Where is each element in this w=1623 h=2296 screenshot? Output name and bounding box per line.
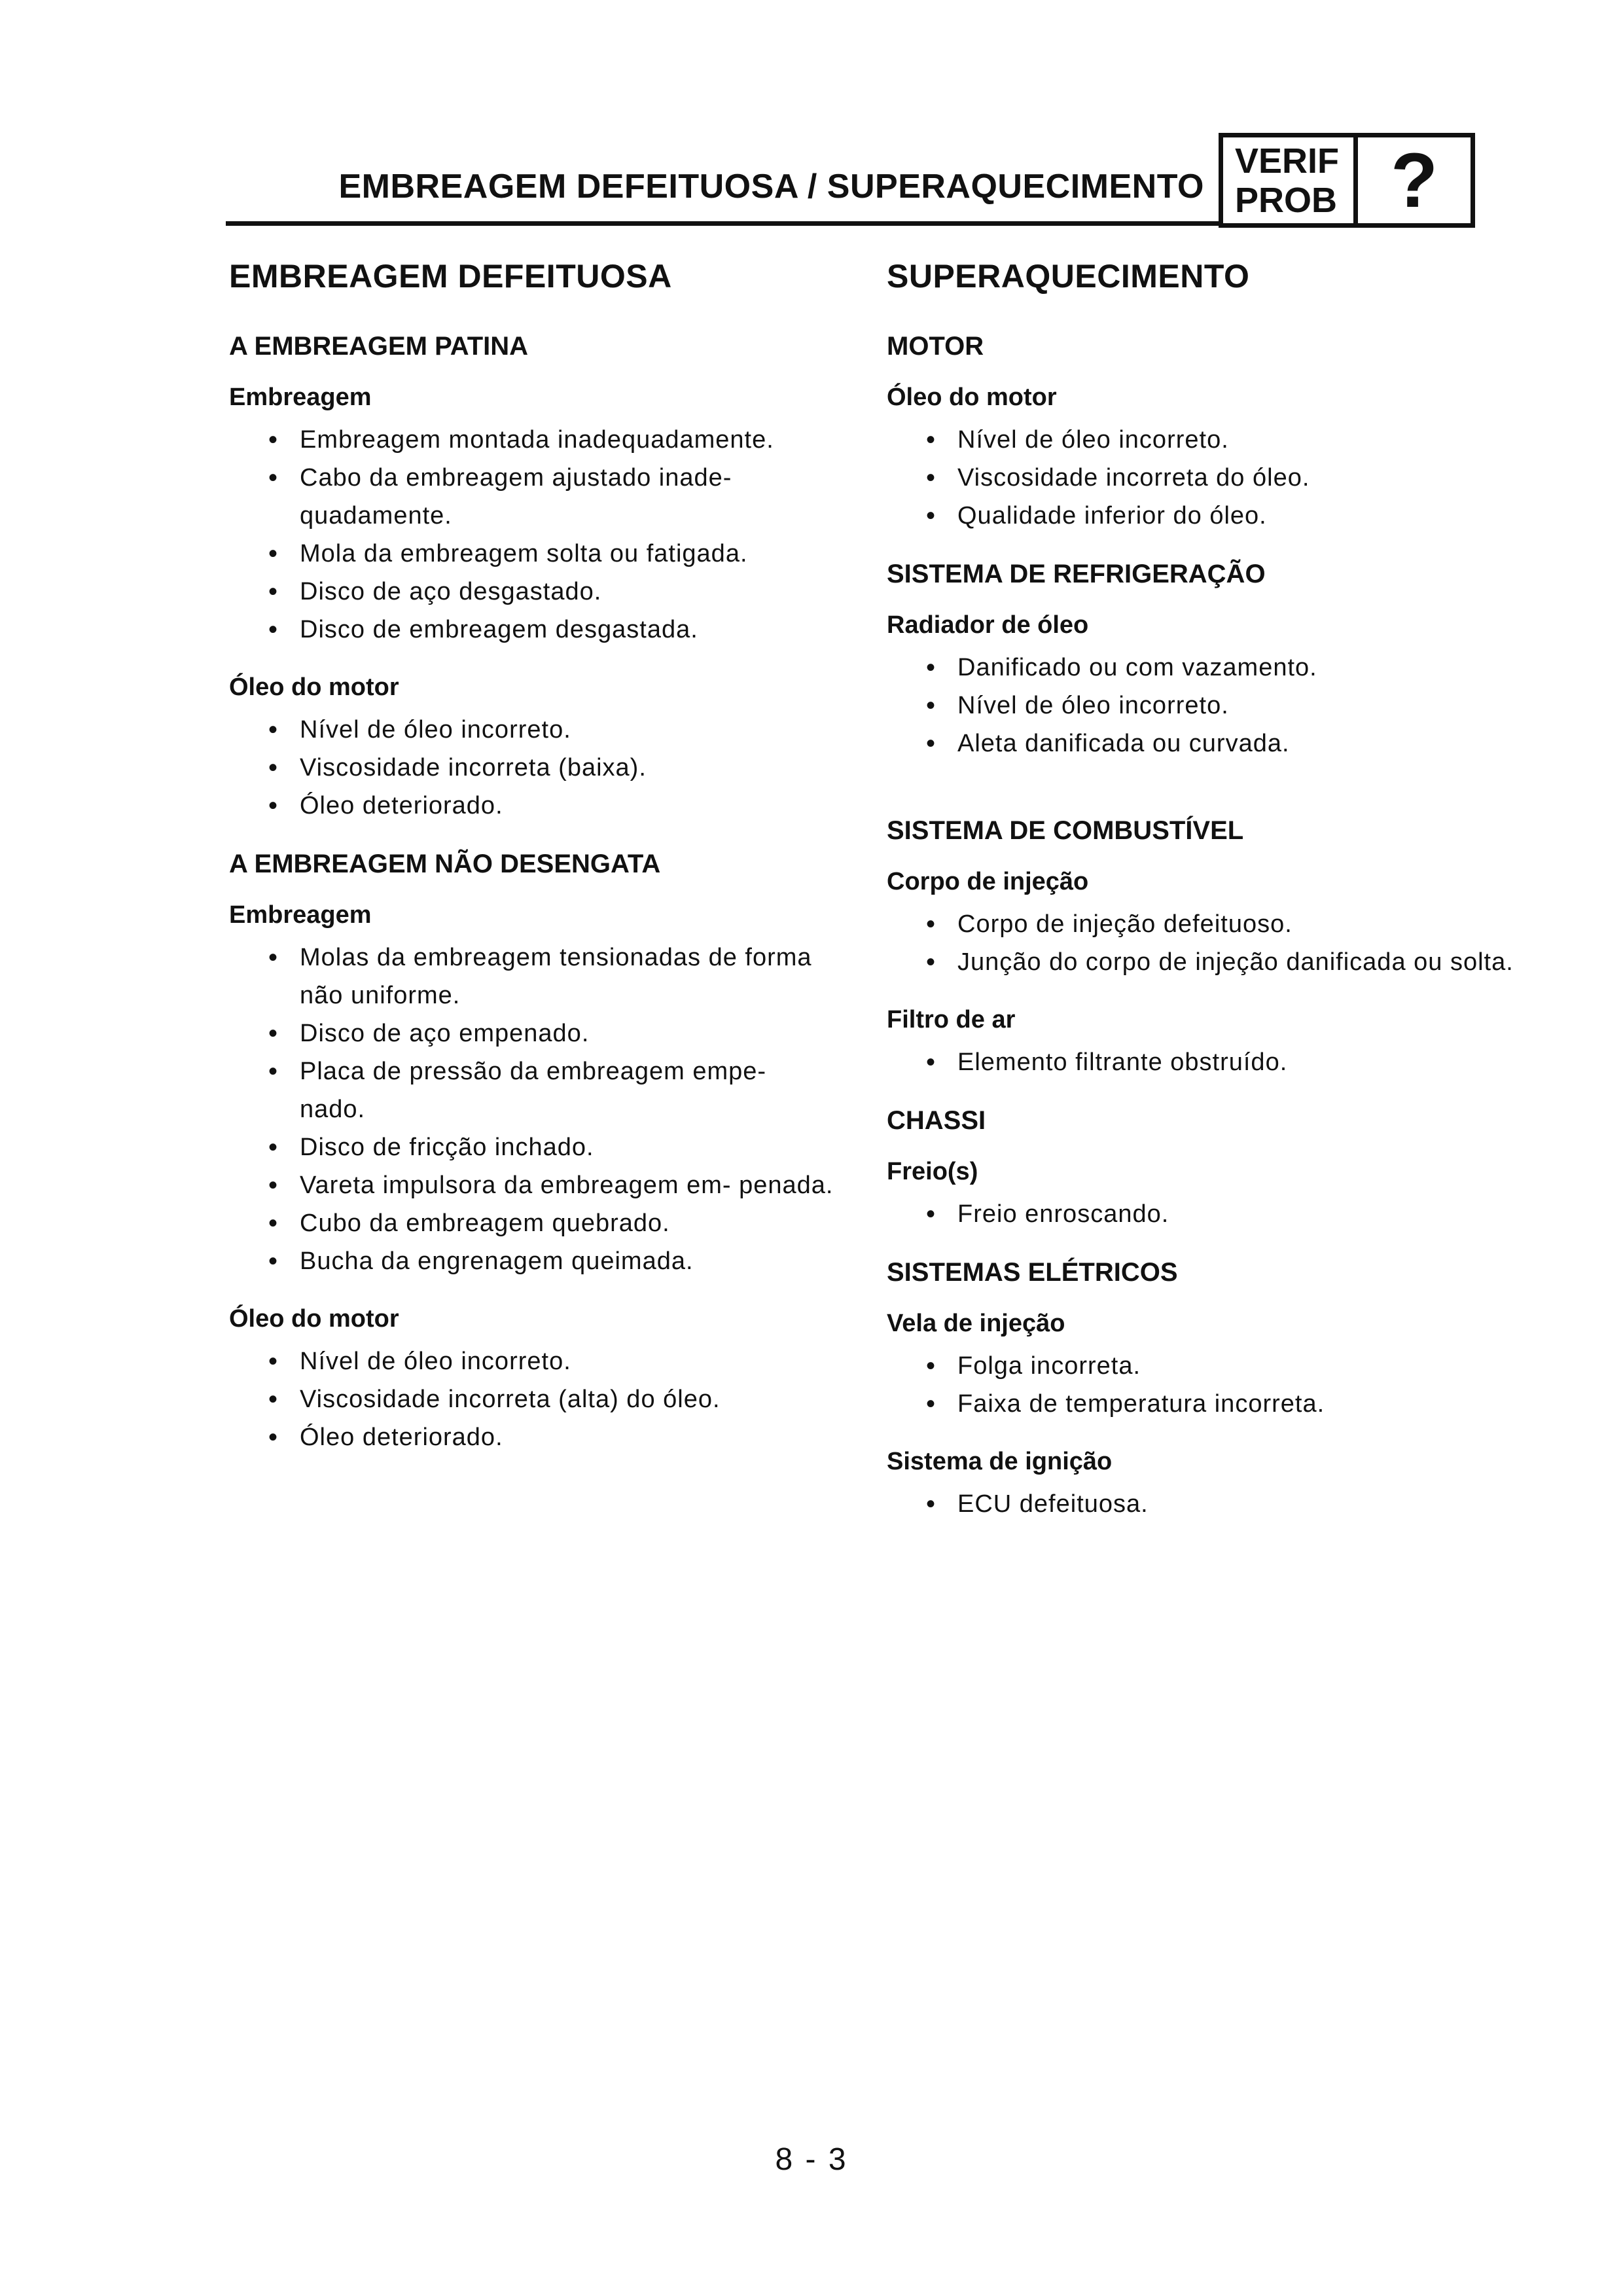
section-title: SISTEMAS ELÉTRICOS xyxy=(887,1258,1178,1287)
list-item: • Qualidade inferior do óleo. xyxy=(926,497,1525,535)
list-item: • Faixa de temperatura incorreta. xyxy=(926,1385,1525,1423)
group-title: Embreagem xyxy=(229,384,372,411)
group-title: Freio(s) xyxy=(887,1158,978,1185)
list-item: • Junção do corpo de injeção danificada ou solta. xyxy=(926,943,1525,981)
list-item: • Nível de óleo incorreto. xyxy=(268,1342,838,1380)
badge-line-1: VERIF xyxy=(1235,141,1340,181)
list-item: • Viscosidade incorreta (alta) do óleo. xyxy=(268,1380,838,1418)
list-item: • Viscosidade incorreta (baixa). xyxy=(268,749,838,787)
troubleshooting-badge xyxy=(1219,133,1475,228)
item-list xyxy=(887,1485,1525,1523)
badge-text xyxy=(1223,137,1358,223)
list-item: • Folga incorreta. xyxy=(926,1347,1525,1385)
group-title: Radiador de óleo xyxy=(887,611,1089,639)
list-item: • Molas da embreagem tensionadas de forma não uniforme. xyxy=(268,939,838,1014)
group-title: Óleo do motor xyxy=(229,1305,399,1333)
list-item: • Nível de óleo incorreto. xyxy=(926,687,1525,725)
item-list xyxy=(229,421,838,649)
group-title: Corpo de injeção xyxy=(887,868,1089,895)
group-title: Sistema de ignição xyxy=(887,1448,1113,1475)
list-item: • Viscosidade incorreta do óleo. xyxy=(926,459,1525,497)
list-item: • Disco de fricção inchado. xyxy=(268,1128,838,1166)
list-item: • Cabo da embreagem ajustado inade- quadamente. xyxy=(268,459,838,535)
spacer xyxy=(887,787,1525,816)
item-list xyxy=(887,1043,1525,1081)
list-item: • Placa de pressão da embreagem empe- nado. xyxy=(268,1052,838,1128)
list-item: • Disco de aço empenado. xyxy=(268,1014,838,1052)
group-title: Óleo do motor xyxy=(887,384,1057,411)
section-title: A EMBREAGEM PATINA xyxy=(229,332,529,361)
list-item: • Disco de aço desgastado. xyxy=(268,573,838,611)
list-item: • Óleo deteriorado. xyxy=(268,787,838,825)
group-title: Óleo do motor xyxy=(229,673,399,701)
list-item: • Nível de óleo incorreto. xyxy=(268,711,838,749)
column-title: EMBREAGEM DEFEITUOSA xyxy=(229,258,672,295)
list-item: • Vareta impulsora da embreagem em- penada. xyxy=(268,1166,838,1204)
right-column xyxy=(887,257,1525,1548)
list-item: • Bucha da engrenagem queimada. xyxy=(268,1242,838,1280)
item-list xyxy=(887,1195,1525,1233)
page-number: 8 - 3 xyxy=(775,2142,848,2177)
left-column xyxy=(229,257,838,1481)
badge-line-2: PROB xyxy=(1235,180,1338,220)
group-title: Embreagem xyxy=(229,901,372,929)
question-mark-icon: ? xyxy=(1390,137,1438,224)
item-list xyxy=(887,905,1525,981)
column-title: SUPERAQUECIMENTO xyxy=(887,258,1250,295)
list-item: • Óleo deteriorado. xyxy=(268,1418,838,1456)
list-item: • Nível de óleo incorreto. xyxy=(926,421,1525,459)
list-item: • Elemento filtrante obstruído. xyxy=(926,1043,1525,1081)
list-item: • ECU defeituosa. xyxy=(926,1485,1525,1523)
list-item: • Embreagem montada inadequadamente. xyxy=(268,421,838,459)
list-item: • Freio enroscando. xyxy=(926,1195,1525,1233)
section-title: SISTEMA DE COMBUSTÍVEL xyxy=(887,816,1244,845)
list-item: • Aleta danificada ou curvada. xyxy=(926,725,1525,762)
section-title: SISTEMA DE REFRIGERAÇÃO xyxy=(887,560,1266,588)
item-list xyxy=(887,649,1525,762)
item-list xyxy=(229,939,838,1280)
item-list xyxy=(229,1342,838,1456)
section-title: MOTOR xyxy=(887,332,984,361)
list-item: • Mola da embreagem solta ou fatigada. xyxy=(268,535,838,573)
item-list xyxy=(229,711,838,825)
group-title: Filtro de ar xyxy=(887,1006,1016,1033)
group-title: Vela de injeção xyxy=(887,1310,1065,1337)
header-rule xyxy=(226,221,1221,226)
list-item: • Danificado ou com vazamento. xyxy=(926,649,1525,687)
section-title: A EMBREAGEM NÃO DESENGATA xyxy=(229,850,661,878)
item-list xyxy=(887,421,1525,535)
section-title: CHASSI xyxy=(887,1106,986,1135)
page-header-title: EMBREAGEM DEFEITUOSA / SUPERAQUECIMENTO xyxy=(338,168,1204,206)
item-list xyxy=(887,1347,1525,1423)
list-item: • Cubo da embreagem quebrado. xyxy=(268,1204,838,1242)
list-item: • Corpo de injeção defeituoso. xyxy=(926,905,1525,943)
list-item: • Disco de embreagem desgastada. xyxy=(268,611,838,649)
